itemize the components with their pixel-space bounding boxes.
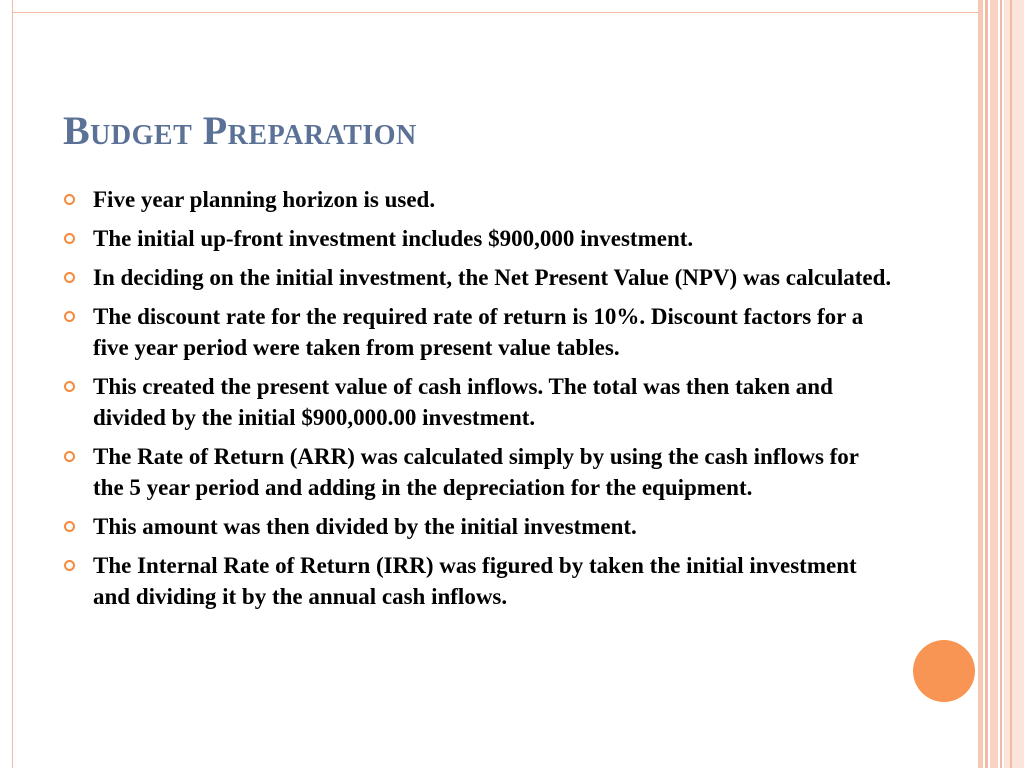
circle-bullet-icon [64,451,75,462]
bullet-item [62,371,892,433]
decorative-stripe [978,0,983,768]
decorative-stripe [985,0,988,768]
bullet-text: The discount rate for the required rate of return is 10%. Discount factors for a five year period were taken from present value tables. [93,304,864,360]
circle-bullet-icon [64,311,75,322]
bullet-text: The initial up-front investment includes $900,000 investment. [93,226,694,251]
decorative-stripe [1004,0,1024,768]
bullet-text: In deciding on the initial investment, the Net Present Value (NPV) was calculated. [93,265,892,290]
bullet-text: The Internal Rate of Return (IRR) was figured by taken the initial investment and dividing it by the annual cash inflows. [93,553,857,609]
slide-frame-top-border [12,12,978,13]
bullet-item [62,511,892,542]
bullet-item [62,184,892,215]
bullet-text: This created the present value of cash inflows. The total was then taken and divided by the initial $900,000.00 investment. [93,374,833,430]
decorative-orange-circle [913,640,975,702]
bullet-item [62,301,892,363]
bullet-text: The Rate of Return (ARR) was calculated simply by using the cash inflows for the 5 year period and adding in the depreciation for the equipment. [93,444,859,500]
slide-title: Budget Preparation [63,108,417,153]
bullet-text: Five year planning horizon is used. [93,187,436,212]
bullet-item [62,223,892,254]
bullet-item [62,441,892,503]
circle-bullet-icon [64,233,75,244]
circle-bullet-icon [64,560,75,571]
decorative-stripe [1010,0,1012,768]
decorative-stripe [1000,0,1002,768]
circle-bullet-icon [64,521,75,532]
circle-bullet-icon [64,381,75,392]
bullet-item [62,550,892,612]
bullet-text: This amount was then divided by the initial investment. [93,514,637,539]
bullet-item [62,262,892,293]
bullet-list [62,184,892,620]
circle-bullet-icon [64,194,75,205]
decorative-stripe [990,0,998,768]
circle-bullet-icon [64,272,75,283]
